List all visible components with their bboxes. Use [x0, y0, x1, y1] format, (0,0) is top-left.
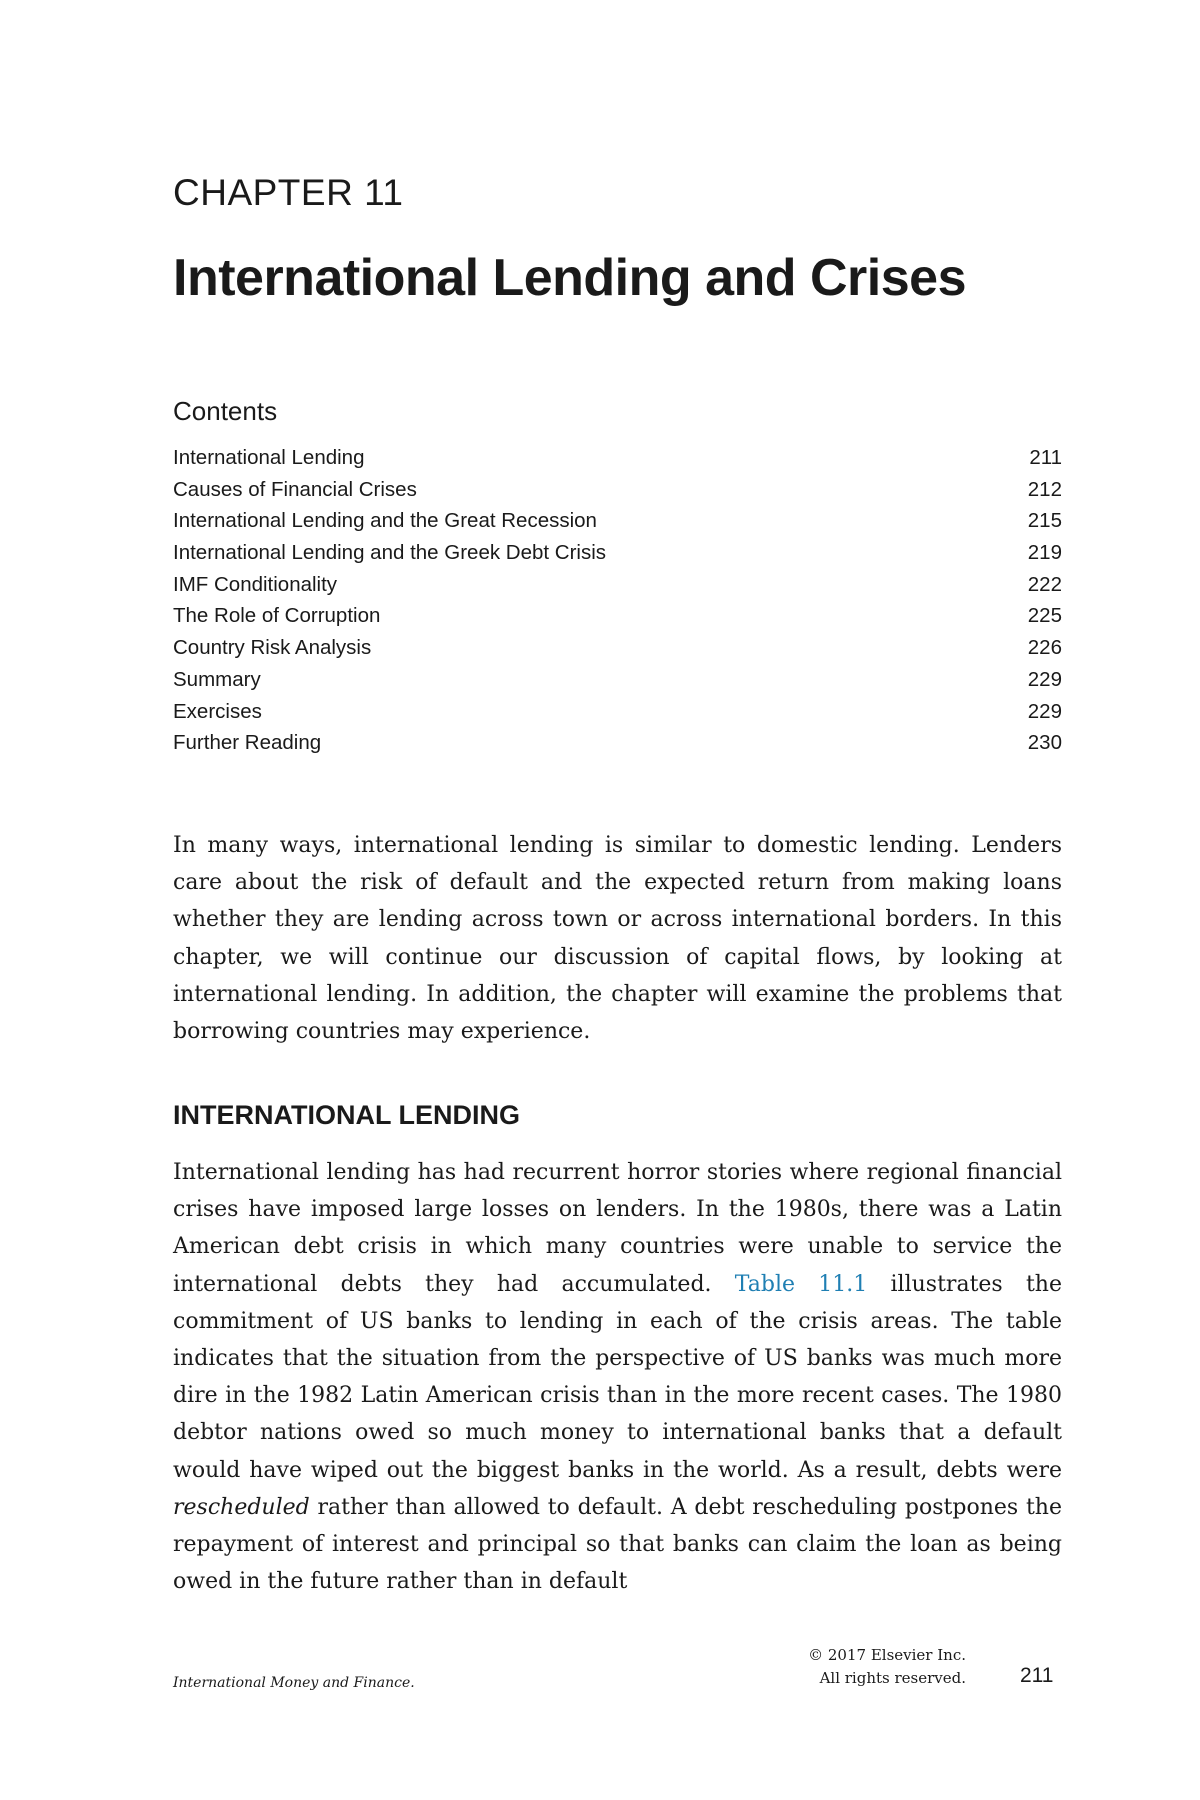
toc-entry[interactable] [173, 668, 1062, 700]
copyright-notice [760, 1644, 966, 1690]
toc-entry-title: Exercises [173, 699, 262, 723]
toc-entry-page: 230 [1027, 731, 1062, 755]
toc-entry-title: International Lending and the Great Recession [173, 509, 597, 533]
contents-heading: Contents [173, 396, 278, 426]
toc-entry-title: Further Reading [173, 731, 322, 755]
table-reference-link[interactable]: Table 11.1 [734, 1271, 868, 1297]
toc-entry-page: 229 [1027, 667, 1062, 691]
toc-entry-page: 226 [1027, 636, 1062, 660]
toc-entry[interactable] [173, 604, 1062, 636]
copyright-line: © 2017 Elsevier Inc. [808, 1646, 966, 1664]
toc-entry-title: The Role of Corruption [173, 604, 381, 628]
paragraph-text: International lending has had recurrent horror stories where regional financial crises have imposed large losses on lenders. In the 1980s, there was a Latin American debt crisis in which many countries were unable to service the international debts they had accumulated. [173, 1160, 1062, 1297]
toc-entry-page: 219 [1027, 541, 1062, 565]
chapter-label: CHAPTER 11 [173, 172, 404, 213]
toc-entry[interactable] [173, 509, 1062, 541]
rights-line: All rights reserved. [819, 1669, 966, 1687]
paragraph-text: rather than allowed to default. A debt rescheduling postpones the repayment of interest and principal so that banks can claim the loan as being owed in the future rather than in default [173, 1494, 1062, 1595]
emphasized-term: rescheduled [173, 1494, 310, 1520]
page-number: 211 [1020, 1664, 1054, 1687]
chapter-title: International Lending and Crises [173, 249, 966, 307]
toc-entry[interactable] [173, 700, 1062, 732]
toc-entry-title: IMF Conditionality [173, 572, 338, 596]
toc-entry-page: 229 [1027, 699, 1062, 723]
toc-entry[interactable] [173, 573, 1062, 605]
toc-entry-title: Country Risk Analysis [173, 636, 372, 660]
intro-paragraph: In many ways, international lending is similar to domestic lending. Lenders care about the risk of default and the expected return from making loans whether they are lending across town or across international borders. In this chapter, we will continue our discussion of capital flows, by looking at international lending. In addition, the chapter will examine the problems that borrowing countries may experience. [173, 833, 1062, 1045]
paragraph-text: illustrates the commitment of US banks to lending in each of the crisis areas. The table indicates that the situation from the perspective of US banks was much more dire in the 1982 Latin American crisis than in the more recent cases. The 1980 debtor nations owed so much money to international banks that a default would have wiped out the biggest banks in the world. As a result, debts were [173, 1271, 1062, 1483]
toc-entry[interactable] [173, 446, 1062, 478]
toc-entry-page: 225 [1027, 604, 1062, 628]
toc-entry[interactable] [173, 541, 1062, 573]
toc-entry-title: Causes of Financial Crises [173, 477, 417, 501]
section-heading: INTERNATIONAL LENDING [173, 1100, 520, 1130]
toc-entry-page: 222 [1027, 572, 1062, 596]
toc-entry-page: 215 [1027, 509, 1062, 533]
toc-entry[interactable] [173, 478, 1062, 510]
toc-entry[interactable] [173, 636, 1062, 668]
toc-entry-page: 212 [1027, 477, 1062, 501]
book-title-footer: International Money and Finance. [173, 1675, 415, 1691]
toc-entry-title: Summary [173, 667, 261, 691]
toc-entry[interactable] [173, 731, 1062, 763]
toc-entry-title: International Lending and the Greek Debt Crisis [173, 541, 607, 565]
toc-entry-page: 211 [1029, 446, 1062, 469]
table-of-contents [173, 446, 1062, 763]
toc-entry-title: International Lending [173, 446, 365, 469]
section-paragraph [173, 1154, 1062, 1600]
